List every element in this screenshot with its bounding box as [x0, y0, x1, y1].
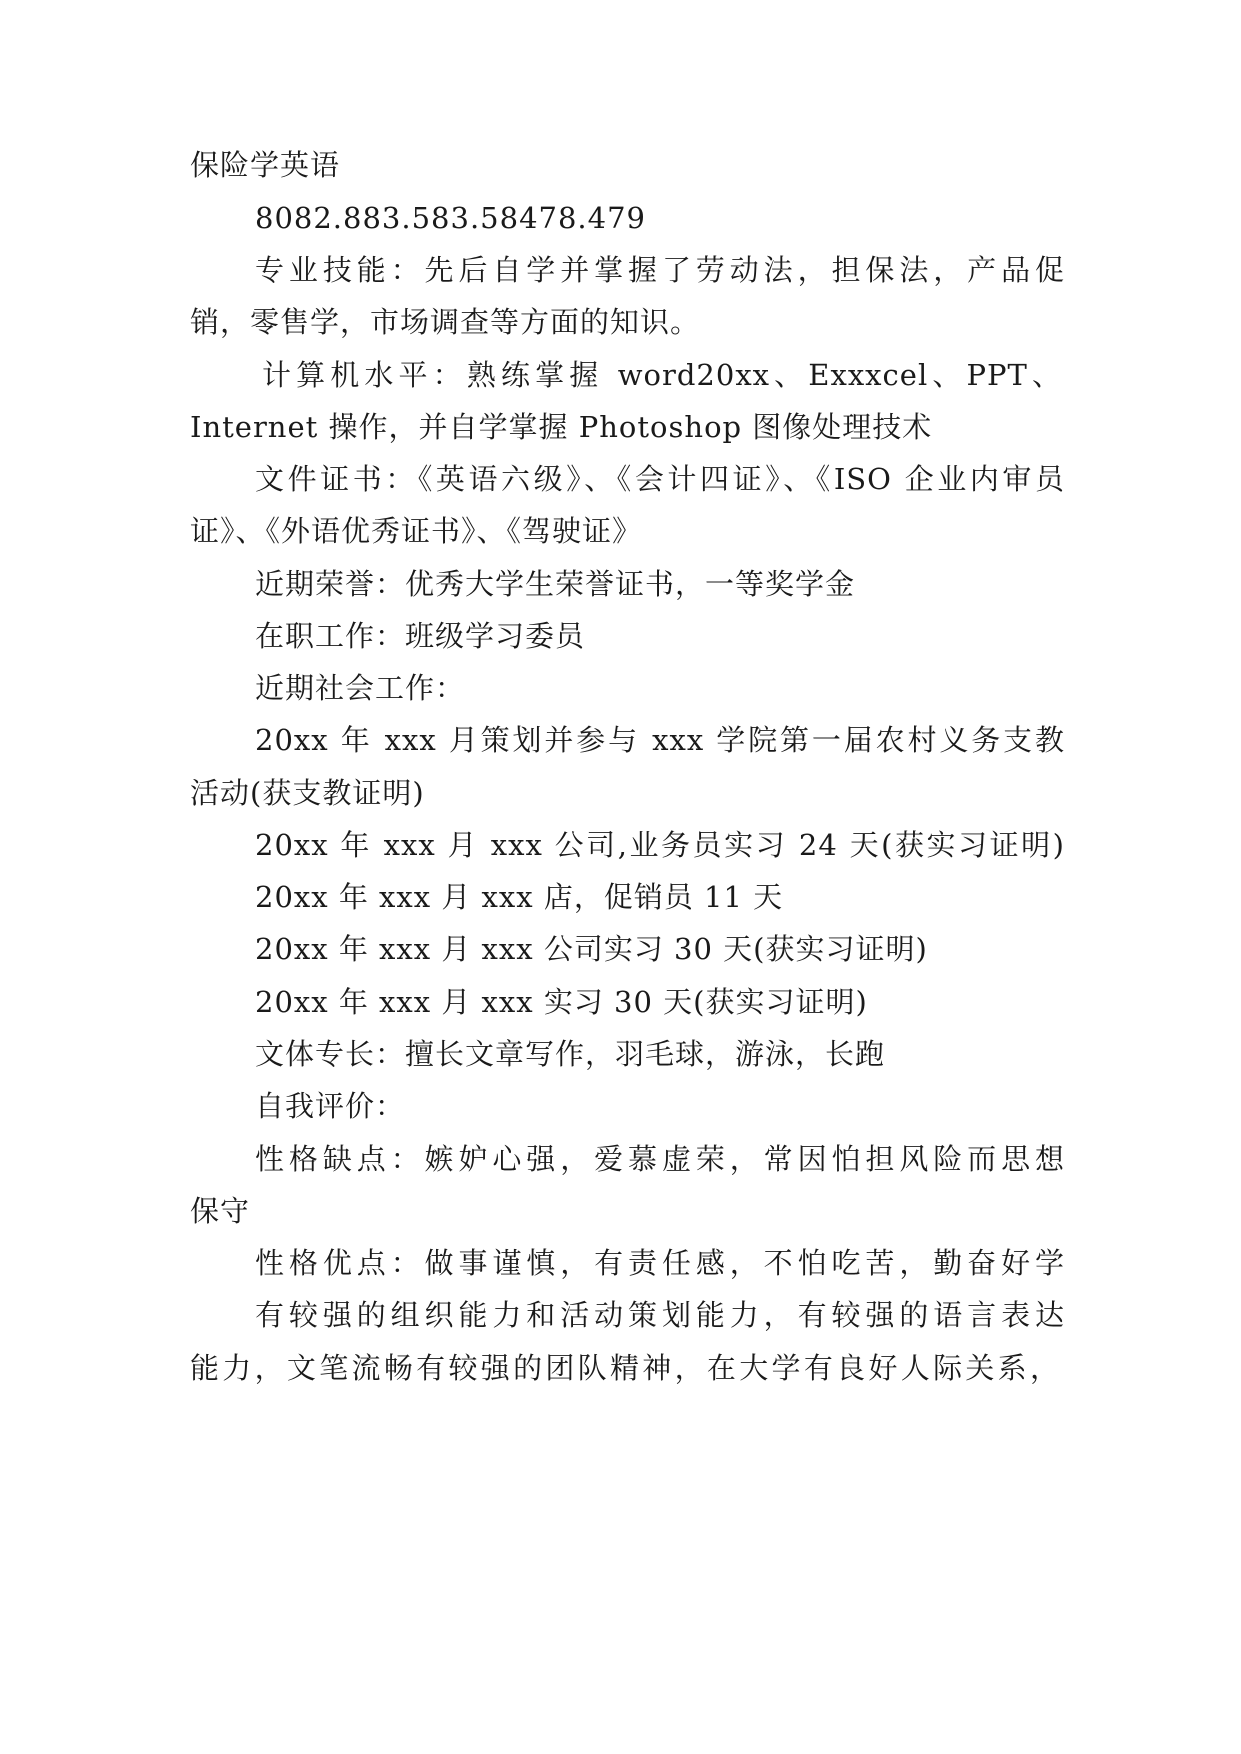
abilities-continuation: 能力，文笔流畅有较强的团队精神，在大学有良好人际关系，	[190, 1351, 1060, 1385]
computer-level-line: 计算机水平：熟练掌握 word20xx、Exxxcel、PPT、	[262, 358, 1062, 392]
self-evaluation-heading: 自我评价：	[255, 1089, 406, 1123]
computer-level-continuation: Internet 操作，并自学掌握 Photoshop 图像处理技术	[190, 410, 933, 444]
weaknesses-line: 性格缺点：嫉妒心强，爱慕虚荣，常因怕担风险而思想	[255, 1142, 1065, 1176]
social-work-item-1-continuation: 活动(获支教证明)	[190, 776, 425, 810]
strengths-line: 性格优点：做事谨慎，有责任感，不怕吃苦，勤奋好学	[255, 1246, 1065, 1280]
social-work-item-4: 20xx 年 xxx 月 xxx 公司实习 30 天(获实习证明)	[255, 932, 928, 966]
honors-line: 近期荣誉：优秀大学生荣誉证书，一等奖学金	[255, 567, 856, 601]
social-work-item-3: 20xx 年 xxx 月 xxx 店，促销员 11 天	[255, 880, 784, 914]
certificates-line: 文件证书：《英语六级》、《会计四证》、《ISO 企业内审员	[255, 462, 1065, 496]
professional-skills-line: 专业技能：先后自学并掌握了劳动法，担保法，产品促	[255, 253, 1065, 287]
abilities-line: 有较强的组织能力和活动策划能力，有较强的语言表达	[255, 1298, 1065, 1332]
social-work-item-5: 20xx 年 xxx 月 xxx 实习 30 天(获实习证明)	[255, 985, 868, 1019]
social-work-item-1: 20xx 年 xxx 月策划并参与 xxx 学院第一届农村义务支教	[255, 723, 1065, 757]
weaknesses-continuation: 保守	[190, 1194, 251, 1228]
social-work-item-2: 20xx 年 xxx 月 xxx 公司,业务员实习 24 天(获实习证明)	[255, 828, 1065, 862]
professional-skills-continuation: 销，零售学，市场调查等方面的知识。	[190, 305, 701, 339]
current-position-line: 在职工作：班级学习委员	[255, 619, 586, 653]
certificates-continuation: 证》、《外语优秀证书》、《驾驶证》	[190, 514, 643, 548]
sports-specialty-line: 文体专长：擅长文章写作，羽毛球，游泳，长跑	[255, 1037, 886, 1071]
phone-number-line: 8082.883.583.58478.479	[255, 201, 646, 235]
social-work-heading: 近期社会工作：	[255, 671, 466, 705]
heading-line: 保险学英语	[190, 148, 341, 182]
